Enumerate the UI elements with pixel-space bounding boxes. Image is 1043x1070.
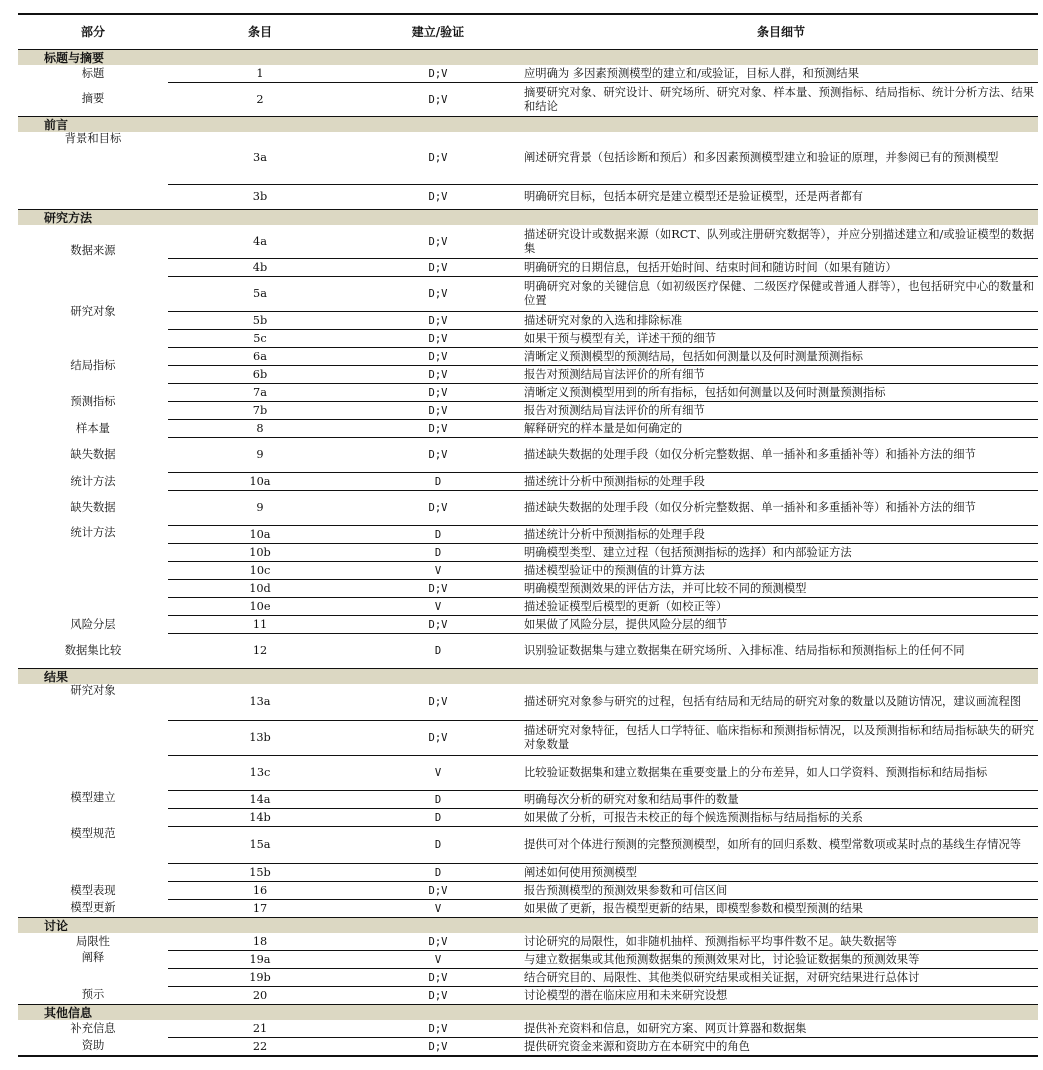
table-row <box>18 312 1038 330</box>
item-number: 13a <box>168 684 352 721</box>
dev-val: D;V <box>352 277 524 312</box>
table-row <box>18 562 1038 580</box>
item-number: 16 <box>168 882 352 900</box>
dev-val: D;V <box>352 438 524 473</box>
dev-val: D;V <box>352 132 524 185</box>
table-row <box>18 933 1038 951</box>
row-section-name: 背景和目标 <box>64 132 122 145</box>
section-header-row <box>18 117 1038 133</box>
table-row <box>18 473 1038 491</box>
item-detail: 描述模型验证中的预测值的计算方法 <box>524 562 1038 580</box>
item-number: 10e <box>168 598 352 616</box>
dev-val: D;V <box>352 933 524 951</box>
item-detail: 提供研究资金来源和资助方在本研究中的角色 <box>524 1038 1038 1057</box>
table-row <box>18 132 1038 185</box>
item-number: 10a <box>168 526 352 544</box>
item-detail: 描述研究设计或数据来源（如RCT、队列或注册研究数据等），并应分别描述建立和/或验证模型的数据集 <box>524 225 1038 259</box>
row-section-name: 研究对象 <box>70 684 116 697</box>
item-number: 12 <box>168 634 352 669</box>
row-section-name: 结局指标 <box>70 358 116 372</box>
section-title: 结果 <box>18 669 1038 685</box>
table-row <box>18 882 1038 900</box>
table-row <box>18 791 1038 809</box>
tripod-checklist <box>18 13 1038 1057</box>
table-row <box>18 366 1038 384</box>
dev-val: V <box>352 900 524 918</box>
item-number: 10a <box>168 473 352 491</box>
item-detail: 明确模型类型、建立过程（包括预测指标的选择）和内部验证方法 <box>524 544 1038 562</box>
dev-val: V <box>352 562 524 580</box>
row-section-name: 样本量 <box>76 421 110 435</box>
item-detail: 描述研究对象参与研究的过程，包括有结局和无结局的研究对象的数量以及随访情况，建议画流程图 <box>524 684 1038 721</box>
table-row <box>18 83 1038 117</box>
table-row <box>18 348 1038 366</box>
item-number: 2 <box>168 83 352 117</box>
section-title: 标题与摘要 <box>18 50 1038 66</box>
row-section-name: 统计方法 <box>70 525 116 539</box>
header-detail: 条目细节 <box>524 14 1038 50</box>
item-number: 22 <box>168 1038 352 1057</box>
dev-val: D;V <box>352 312 524 330</box>
item-number: 1 <box>168 65 352 83</box>
item-number: 3b <box>168 185 352 210</box>
item-number: 15a <box>168 827 352 864</box>
item-number: 9 <box>168 491 352 526</box>
dev-val: V <box>352 598 524 616</box>
table-row <box>18 598 1038 616</box>
section-header-row <box>18 669 1038 685</box>
item-number: 4b <box>168 259 352 277</box>
row-section-name: 预测指标 <box>70 394 116 408</box>
item-detail: 描述研究对象的入选和排除标准 <box>524 312 1038 330</box>
item-detail: 描述缺失数据的处理手段（如仅分析完整数据、单一插补和多重插补等）和插补方法的细节 <box>524 491 1038 526</box>
item-detail: 提供补充资料和信息，如研究方案、网页计算器和数据集 <box>524 1020 1038 1038</box>
row-section-name: 数据集比较 <box>64 643 122 657</box>
dev-val: D;V <box>352 402 524 420</box>
item-number: 5c <box>168 330 352 348</box>
item-detail: 明确研究目标，包括本研究是建立模型还是验证模型，还是两者都有 <box>524 185 1038 210</box>
table-row <box>18 684 1038 721</box>
row-section-name: 风险分层 <box>70 617 116 631</box>
item-detail: 描述研究对象特征，包括人口学特征、临床指标和预测指标情况，以及预测指标和结局指标缺失的研究对象数量 <box>524 721 1038 756</box>
item-detail: 比较验证数据集和建立数据集在重要变量上的分布差异，如人口学资料、预测指标和结局指标 <box>524 756 1038 791</box>
dev-val: D;V <box>352 987 524 1005</box>
dev-val: D;V <box>352 684 524 721</box>
table-row <box>18 330 1038 348</box>
item-number: 17 <box>168 900 352 918</box>
section-title: 研究方法 <box>18 210 1038 226</box>
item-number: 14b <box>168 809 352 827</box>
item-detail: 摘要研究对象、研究设计、研究场所、研究对象、样本量、预测指标、结局指标、统计分析方法、结果和结论 <box>524 83 1038 117</box>
row-section-name: 模型建立 <box>70 790 116 804</box>
item-number: 6b <box>168 366 352 384</box>
row-section-name: 研究对象 <box>70 305 116 318</box>
row-section-name: 补充信息 <box>70 1021 116 1035</box>
table-row <box>18 65 1038 83</box>
row-section-name: 统计方法 <box>70 474 116 488</box>
dev-val: D;V <box>352 491 524 526</box>
table-row <box>18 384 1038 402</box>
item-detail: 应明确为 多因素预测模型的建立和/或验证，目标人群，和预测结果 <box>524 65 1038 83</box>
row-section-name: 模型更新 <box>70 901 116 915</box>
table-row <box>18 634 1038 669</box>
item-number: 11 <box>168 616 352 634</box>
dev-val: D <box>352 526 524 544</box>
item-detail: 讨论研究的局限性，如非随机抽样、预测指标平均事件数不足。缺失数据等 <box>524 933 1038 951</box>
item-number: 9 <box>168 438 352 473</box>
item-number: 19a <box>168 951 352 969</box>
item-detail: 报告对预测结局盲法评价的所有细节 <box>524 366 1038 384</box>
header-item: 条目 <box>168 14 352 50</box>
item-detail: 描述统计分析中预测指标的处理手段 <box>524 526 1038 544</box>
table-row <box>18 900 1038 918</box>
dev-val: D <box>352 473 524 491</box>
header-row <box>18 14 1038 50</box>
section-header-row <box>18 210 1038 226</box>
item-detail: 清晰定义预测模型的预测结局，包括如何测量以及何时测量预测指标 <box>524 348 1038 366</box>
dev-val: V <box>352 951 524 969</box>
item-detail: 报告对预测结局盲法评价的所有细节 <box>524 402 1038 420</box>
dev-val: D;V <box>352 384 524 402</box>
item-number: 7a <box>168 384 352 402</box>
table-row <box>18 544 1038 562</box>
row-section-name: 数据来源 <box>70 243 116 257</box>
table-row <box>18 1038 1038 1057</box>
section-header-row <box>18 50 1038 66</box>
item-detail: 明确模型预测效果的评估方法，并可比较不同的预测模型 <box>524 580 1038 598</box>
dev-val: D <box>352 791 524 809</box>
table-row <box>18 491 1038 526</box>
item-detail: 明确每次分析的研究对象和结局事件的数量 <box>524 791 1038 809</box>
dev-val: D;V <box>352 185 524 210</box>
item-number: 19b <box>168 969 352 987</box>
dev-val: D <box>352 864 524 882</box>
item-number: 6a <box>168 348 352 366</box>
dev-val: D;V <box>352 348 524 366</box>
header-section: 部分 <box>18 14 168 50</box>
item-detail: 讨论模型的潜在临床应用和未来研究设想 <box>524 987 1038 1005</box>
dev-val: D;V <box>352 65 524 83</box>
row-section-name: 缺失数据 <box>70 501 116 514</box>
item-detail: 明确研究的日期信息，包括开始时间、结束时间和随访时间（如果有随访） <box>524 259 1038 277</box>
row-section-name: 模型规范 <box>70 826 116 840</box>
dev-val: D;V <box>352 1038 524 1057</box>
dev-val: D <box>352 809 524 827</box>
item-detail: 如果干预与模型有关，详述干预的细节 <box>524 330 1038 348</box>
item-detail: 结合研究目的、局限性、其他类似研究结果或相关证据，对研究结果进行总体讨 <box>524 969 1038 987</box>
dev-val: D;V <box>352 259 524 277</box>
item-number: 3a <box>168 132 352 185</box>
table-row <box>18 526 1038 544</box>
item-number: 13b <box>168 721 352 756</box>
row-section-name: 模型表现 <box>70 883 116 897</box>
item-number: 13c <box>168 756 352 791</box>
dev-val: V <box>352 756 524 791</box>
dev-val: D <box>352 544 524 562</box>
item-detail: 报告预测模型的预测效果参数和可信区间 <box>524 882 1038 900</box>
dev-val: D;V <box>352 721 524 756</box>
dev-val: D;V <box>352 420 524 438</box>
item-number: 4a <box>168 225 352 259</box>
section-header-row <box>18 1005 1038 1021</box>
item-number: 8 <box>168 420 352 438</box>
section-header-row <box>18 918 1038 934</box>
item-detail: 明确研究对象的关键信息（如初级医疗保健、二级医疗保健或普通人群等），也包括研究中心的数量和位置 <box>524 277 1038 312</box>
row-section-name: 缺失数据 <box>70 448 116 461</box>
table-row <box>18 827 1038 864</box>
row-section-name: 标题 <box>81 66 105 80</box>
table-row <box>18 951 1038 969</box>
section-title: 讨论 <box>18 918 1038 934</box>
table-row <box>18 185 1038 210</box>
item-detail: 清晰定义预测模型用到的所有指标，包括如何测量以及何时测量预测指标 <box>524 384 1038 402</box>
checklist-table <box>18 13 1038 1057</box>
item-detail: 如果做了分析，可报告未校正的每个候选预测指标与结局指标的关系 <box>524 809 1038 827</box>
dev-val: D;V <box>352 83 524 117</box>
dev-val: D;V <box>352 366 524 384</box>
section-title: 前言 <box>18 117 1038 133</box>
row-section-name: 阐释 <box>81 950 105 964</box>
dev-val: D;V <box>352 330 524 348</box>
row-section-name: 预示 <box>81 988 105 1002</box>
row-section-name: 摘要 <box>81 92 105 106</box>
item-detail: 描述统计分析中预测指标的处理手段 <box>524 473 1038 491</box>
dev-val: D;V <box>352 580 524 598</box>
checklist-body <box>18 50 1038 1057</box>
section-title: 其他信息 <box>18 1005 1038 1021</box>
table-row <box>18 225 1038 259</box>
dev-val: D;V <box>352 969 524 987</box>
item-number: 10d <box>168 580 352 598</box>
table-row <box>18 809 1038 827</box>
item-detail: 提供可对个体进行预测的完整预测模型，如所有的回归系数、模型常数项或某时点的基线生存情况等 <box>524 827 1038 864</box>
dev-val: D;V <box>352 882 524 900</box>
item-number: 5b <box>168 312 352 330</box>
table-row <box>18 438 1038 473</box>
item-number: 15b <box>168 864 352 882</box>
table-row <box>18 969 1038 987</box>
row-section-name: 资助 <box>18 1038 168 1057</box>
item-detail: 阐述如何使用预测模型 <box>524 864 1038 882</box>
table-row <box>18 756 1038 791</box>
item-number: 21 <box>168 1020 352 1038</box>
item-detail: 识别验证数据集与建立数据集在研究场所、入排标准、结局指标和预测指标上的任何不同 <box>524 634 1038 669</box>
dev-val: D;V <box>352 225 524 259</box>
item-number: 7b <box>168 402 352 420</box>
item-detail: 描述缺失数据的处理手段（如仅分析完整数据、单一插补和多重插补等）和插补方法的细节 <box>524 438 1038 473</box>
table-row <box>18 1020 1038 1038</box>
table-row <box>18 864 1038 882</box>
dev-val: D;V <box>352 1020 524 1038</box>
item-number: 18 <box>168 933 352 951</box>
table-row <box>18 987 1038 1005</box>
table-row <box>18 420 1038 438</box>
table-row <box>18 259 1038 277</box>
table-row <box>18 277 1038 312</box>
table-row <box>18 580 1038 598</box>
row-section-name: 局限性 <box>76 934 110 948</box>
item-number: 10b <box>168 544 352 562</box>
table-row <box>18 721 1038 756</box>
item-number: 14a <box>168 791 352 809</box>
item-detail: 如果做了更新，报告模型更新的结果，即模型参数和模型预测的结果 <box>524 900 1038 918</box>
dev-val: D <box>352 827 524 864</box>
header-dev-val: 建立/验证 <box>352 14 524 50</box>
item-detail: 描述验证模型后模型的更新（如校正等） <box>524 598 1038 616</box>
item-number: 10c <box>168 562 352 580</box>
item-detail: 阐述研究背景（包括诊断和预后）和多因素预测模型建立和验证的原理，并参阅已有的预测模型 <box>524 132 1038 185</box>
dev-val: D <box>352 634 524 669</box>
dev-val: D;V <box>352 616 524 634</box>
item-detail: 如果做了风险分层，提供风险分层的细节 <box>524 616 1038 634</box>
item-detail: 解释研究的样本量是如何确定的 <box>524 420 1038 438</box>
table-row <box>18 402 1038 420</box>
item-number: 5a <box>168 277 352 312</box>
item-number: 20 <box>168 987 352 1005</box>
table-row <box>18 616 1038 634</box>
item-detail: 与建立数据集或其他预测数据集的预测效果对比，讨论验证数据集的预测效果等 <box>524 951 1038 969</box>
